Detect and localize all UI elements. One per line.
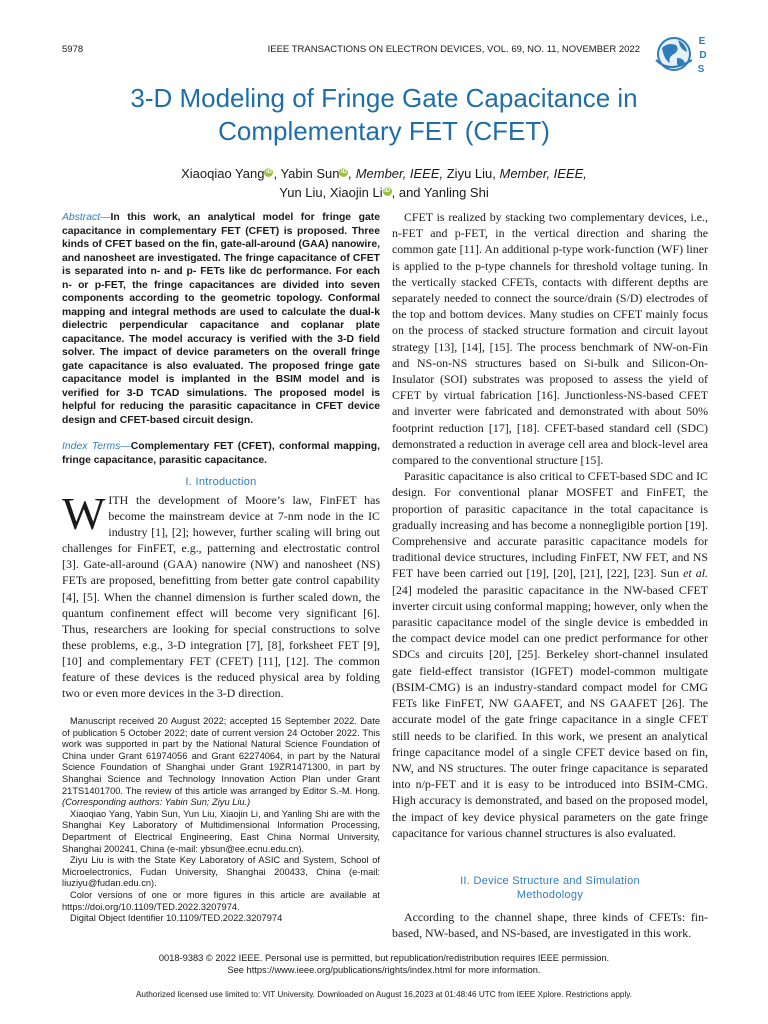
paragraph-parasitic-a: Parasitic capacitance is also critical to CFET-based SDC and IC design. For conventional planar MOSFET and FinFET, the proportion of parasitic capacitance in the total capacitance is gradually increasing and has become a nonnegligible portion [19]. Comprehensive and accurate parasitic capacitance models for traditional device structures, including FinFET, NW FET, and NS FET have been carried out [19], [20], [21], [22], [23]. Sun [392,469,708,581]
author-sun: , Yabin Sun [273,166,340,181]
footnote-manuscript [62,716,380,809]
eds-logo [650,30,710,78]
orcid-icon[interactable]: iD [340,168,347,175]
license-notice: Authorized licensed use limited to: VIT University. Downloaded on August 16,2023 at 01:48:46 UTC from IEEE Xplore. Restrictions apply. [135,990,633,999]
logo-letter-d: D [699,50,707,61]
index-terms-text: Complementary FET (CFET), conformal mapping, fringe capacitance, parasitic capacitance. [62,441,380,466]
footnote-doi: Digital Object Identifier 10.1109/TED.2022.3207974 [70,913,283,924]
section2-paragraph: According to the channel shape, three kinds of CFETs: fin-based, NW-based, and NS-based, are investigated in this work. [392,910,708,941]
copyright-notice [40,952,728,976]
paper-title [40,82,728,148]
paragraph-parasitic [392,468,708,841]
introduction-body: ITH the development of Moore’s law, FinFET has become the mainstream device at 7-nm node in the IC industry [1], [2]; however, further scaling will bring out challenges for FinFET, e.g., patterning and electrostatic control [3]. Gate-all-around (GAA) nanowire (NW) and nanosheet (NS) FETs are proposed, benefitting from better gate control capability [4], [5]. When the channel dimension is further scaled down, the quantum confinement effect will become very significant [6]. Thus, researchers are looking for special constructions to solve these problems, e.g., 3-D integration [7], [8], forksheet FET [9], [10] and complementary FET (CFET) [11], [12]. The common feature of these devices is the reduced physical area by folding two or even more devices in the 3-D direction. [62,493,380,701]
abstract [62,211,380,427]
footnote-affiliation-ecnu: Xiaoqiao Yang, Yabin Sun, Yun Liu, Xiaojin Li, and Yanling Shi are with the Shanghai Key Laboratory of Multidimensional Information Processing, Department of Electrical Engineering, East China Normal University, Shanghai 200241, China (e-mail: ybsun@ee.ecnu.edu.cn). [62,808,380,854]
paragraph-parasitic-b: [24] modeled the parasitic capacitance in the NW-based CFET inverter circuit using conformal mapping; however, only when the parasitic capacitance model of the single device is embedded in the compact device model can one predict performance for other SDCs and circuits [20], [25]. Berkeley short-channel insulated gate field-effect transistor (IGFET) model-common multigate (BSIM-CMG) is an industry-standard compact model for CMG FETs like FinFET, NW GAAFET, and NS GAAFET [26]. The accurate model of the gate fringe capacitance in a single CFET still needs to be clarified. In this work, we present an analytical fringe capacitance model of a single CFET device based on fin, NW, and NS structures. The outer fringe capacitance is separated into n/p-FET and it is easy to be introduced into BSIM-CMG. High accuracy is demonstrated, and based on the proposed model, the impact of key device physical parameters on the gate fringe capacitance for various channel structures is also evaluated. [392,582,708,840]
section2-text [392,909,708,941]
copyright-line-2: See https://www.ieee.org/publications/rights/index.html for more information. [227,965,541,975]
footnote-color-versions: Color versions of one or more figures in this article are available at https://doi.org/10.1109/TED.2022.3207974. [62,889,380,912]
index-terms [62,440,380,467]
orcid-icon[interactable]: iD [384,187,391,194]
section-heading-introduction: I. Introduction [185,476,257,488]
footnote-affiliation-fudan: Ziyu Liu is with the State Key Laboratory of ASIC and System, School of Microelectronics, Fudan University, Shanghai 200433, China (e-mail: liuziyu@fudan.edu.cn). [62,855,380,889]
logo-letter-e: E [698,36,706,47]
abstract-label: Abstract— [62,212,111,223]
title-line-1: 3-D Modeling of Fringe Gate Capacitance in [130,83,638,113]
logo-letter-s: S [697,64,705,75]
author-yun-li: Yun Liu, Xiaojin Li [279,185,383,200]
author-list [40,164,728,202]
footnotes [62,716,380,925]
section-heading-device-structure [392,874,708,902]
author-yang: Xiaoqiao Yang [181,166,265,181]
orcid-icon[interactable]: iD [265,168,272,175]
author-liu-role: Member, IEEE, [495,166,587,181]
journal-header: IEEE TRANSACTIONS ON ELECTRON DEVICES, VOL. 69, NO. 11, NOVEMBER 2022 [267,44,640,55]
author-liu: Ziyu Liu, [443,166,496,181]
author-sun-role: , Member, IEEE, [348,166,444,181]
page-number: 5978 [62,44,84,55]
author-shi: , and Yanling Shi [391,185,489,200]
drop-cap: W [62,488,106,539]
abstract-text: In this work, an analytical model for fringe gate capacitance in complementary FET (CFET) is proposed. Three kinds of CFET based on the fin, gate-all-around (GAA) nanowire, and nanosheet are investigated. The fringe capacitance of CFET is separated into n- and p- FETs like dc performance. For each n- or p-FET, the fringe capacitances are divided into seven components according to the geometric topology. Conformal mapping and integral methods are used to calculate the dual-k dielectric perpendicular capacitance and coplanar plate capacitance. The model accuracy is verified with the 3-D field solver. The impact of device parameters on the overall fringe gate capacitance is also evaluated. The proposed fringe gate capacitance model is implanted in the BSIM model and is verified for 3-D TCAD simulations. The proposed model is helpful for reducing the parasitic capacitance in CFET device design and CFET-based circuit design. [62,212,380,426]
eds-globe-icon [650,30,710,78]
footnote-text: Manuscript received 20 August 2022; accepted 15 September 2022. Date of publication 5 October 2022; date of current version 24 October 2022. This work was supported in part by the National Natural Science Foundation of China under Grant 61974056 and Grant 62274064, in part by the Natural Science Foundation of Shanghai under Grant 19ZR1471300, in part by Shanghai Science and Technology Innovation Action Plan under Grant 21TS1401700. The review of this article was arranged by Editor S.-M. Hong. [62,716,380,796]
paragraph-cfet: CFET is realized by stacking two complementary devices, i.e., n-FET and p-FET, in the vertical direction and sharing the common gate [11]. An additional p-type work-function (WF) liner is applied to the p-type channels for threshold voltage tuning. In the vertically stacked CFETs, contacts with different depths are separately needed to connect the source/drain (S/D) electrodes of the top and bottom devices. Many studies on CFET mainly focus on the process of stacked structure formation and circuit layout strategy [13], [14], [15]. The process benchmark of NW-on-Fin and NS-on-NS structures based on Si-bulk and Silicon-On-Insulator (SOI) substrates was proposed to assess the yield of CFET by virtual fabrication [16]. Junctionless-NS-based CFET and inverter were fabricated and demonstrated with about 50% footprint reduction [17], [18]. CFET-based standard cell (SDC) demonstrated a reduction in average cell area and block-level area compared to the conventional structure [15]. [392,210,708,468]
footnote-corresponding: (Corresponding authors: Yabin Sun; Ziyu Liu.) [62,797,251,808]
section-heading-line-1: II. Device Structure and Simulation [460,875,640,887]
section-heading-line-2: Methodology [516,889,584,901]
introduction-text [62,488,380,701]
title-line-2: Complementary FET (CFET) [218,116,550,146]
index-terms-label: Index Terms— [62,441,131,452]
right-column-text [392,209,708,841]
copyright-line-1: 0018-9383 © 2022 IEEE. Personal use is permitted, but republication/redistribution requires IEEE permission. [158,953,610,963]
et-al: et al. [683,566,708,581]
